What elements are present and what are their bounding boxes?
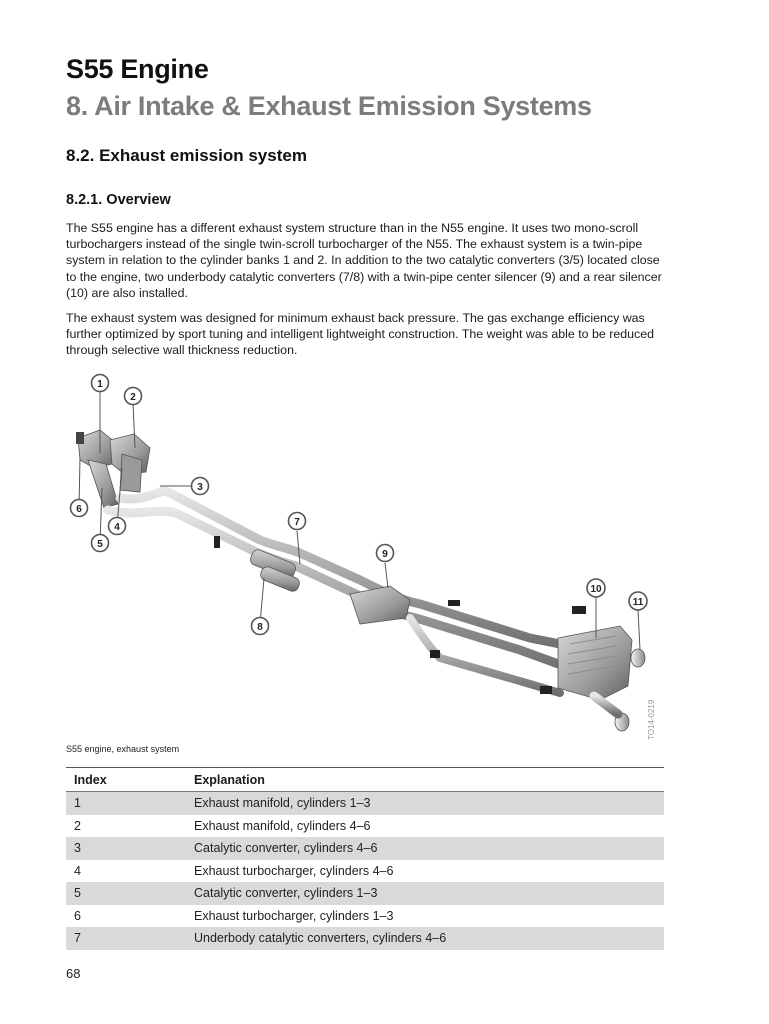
rear-silencer-group <box>540 606 645 731</box>
svg-text:10: 10 <box>590 584 602 595</box>
svg-text:8: 8 <box>257 622 263 633</box>
svg-text:3: 3 <box>197 482 203 493</box>
row-explanation: Catalytic converter, cylinders 4–6 <box>194 841 378 856</box>
svg-text:6: 6 <box>76 504 82 515</box>
svg-text:2: 2 <box>130 392 136 403</box>
callout-10 <box>587 579 605 597</box>
svg-text:11: 11 <box>632 597 644 608</box>
svg-text:1: 1 <box>97 379 103 390</box>
figure-caption: S55 engine, exhaust system <box>66 744 180 754</box>
column-header-explanation: Explanation <box>194 772 265 787</box>
chapter-title: 8. Air Intake & Exhaust Emission Systems <box>66 91 592 121</box>
section-heading: 8.2. Exhaust emission system <box>66 146 307 165</box>
document-title: S55 Engine <box>66 54 209 84</box>
row-explanation: Catalytic converter, cylinders 1–3 <box>194 886 378 901</box>
svg-text:4: 4 <box>114 522 120 533</box>
callout-11 <box>629 592 647 610</box>
twin-pipe-group <box>108 491 580 693</box>
table-row <box>66 837 664 860</box>
page-number: 68 <box>66 966 81 981</box>
callout-6 <box>71 500 88 517</box>
callout-7 <box>289 513 306 530</box>
row-index: 7 <box>74 931 81 946</box>
table-row <box>66 860 664 883</box>
row-explanation: Exhaust manifold, cylinders 4–6 <box>194 818 371 833</box>
row-explanation: Underbody catalytic converters, cylinders 4–6 <box>194 931 447 946</box>
callout-8 <box>252 618 269 635</box>
table-row <box>66 792 664 815</box>
svg-text:9: 9 <box>382 549 388 560</box>
row-index: 3 <box>74 841 81 856</box>
callout-4 <box>109 518 126 535</box>
callout-9 <box>377 545 394 562</box>
exhaust-system-illustration <box>60 368 670 744</box>
row-index: 2 <box>74 818 81 833</box>
image-code: TO14-0219 <box>647 699 656 740</box>
row-explanation: Exhaust turbocharger, cylinders 1–3 <box>194 908 394 923</box>
index-table <box>66 767 664 950</box>
row-index: 4 <box>74 863 81 878</box>
table-row <box>66 905 664 928</box>
row-explanation: Exhaust turbocharger, cylinders 4–6 <box>194 863 394 878</box>
callout-2 <box>125 388 142 405</box>
svg-text:5: 5 <box>97 539 103 550</box>
row-index: 1 <box>74 796 81 811</box>
subsection-heading: 8.2.1. Overview <box>66 192 171 208</box>
table-header-row <box>66 768 664 792</box>
table-row <box>66 815 664 838</box>
table-row <box>66 882 664 905</box>
row-index: 6 <box>74 908 81 923</box>
exhaust-system-figure <box>60 368 670 744</box>
callout-5 <box>92 535 109 552</box>
column-header-index: Index <box>74 772 107 787</box>
svg-text:7: 7 <box>294 517 300 528</box>
callout-3 <box>192 478 209 495</box>
row-index: 5 <box>74 886 81 901</box>
callout-1 <box>92 375 109 392</box>
body-paragraph-2: The exhaust system was designed for minimum exhaust back pressure. The gas exchange efficiency was further optimized by sport tuning and intelligent lightweight construction. The weight was able to be reduced through selective wall thickness reduction. <box>66 311 654 358</box>
body-paragraph-1: The S55 engine has a different exhaust system structure than in the N55 engine. It uses two mono-scroll turbochargers instead of the single twin-scroll turbocharger of the N55. The exhaust system is a twin-pipe system in relation to the cylinder banks 1 and 2. In addition to the two catalytic converters (3/5) located close to the engine, two underbody catalytic converters (7/8) with a twin-pipe center silencer (9) and a rear silencer (10) are also installed. <box>66 221 662 300</box>
row-explanation: Exhaust manifold, cylinders 1–3 <box>194 796 371 811</box>
table-row <box>66 927 664 950</box>
